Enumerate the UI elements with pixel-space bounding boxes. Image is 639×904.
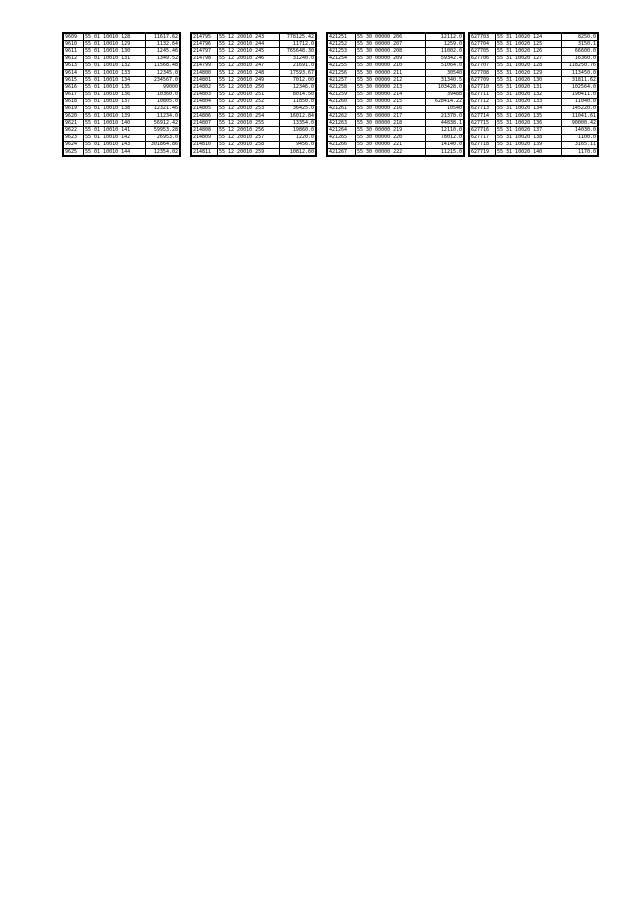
table-row: [192, 127, 316, 134]
table-row: [328, 127, 464, 134]
table-row: [328, 69, 464, 76]
row-amount-cell: 10812.60: [280, 149, 316, 156]
row-id-cell: 9620: [64, 113, 84, 120]
data-table: [469, 33, 598, 156]
row-amount-cell: 8014.50: [280, 91, 316, 98]
row-code-cell: 55 01 10010 142: [84, 134, 146, 141]
row-amount-cell: 90000.42: [562, 120, 598, 127]
table-row: [328, 55, 464, 62]
row-amount-cell: 12112.0: [426, 34, 464, 41]
row-amount-cell: 1220.0: [280, 134, 316, 141]
row-id-cell: 214795: [192, 34, 218, 41]
row-id-cell: 421257: [328, 77, 356, 84]
row-code-cell: 55 31 10020 125: [496, 41, 562, 48]
row-id-cell: 421265: [328, 134, 356, 141]
row-id-cell: 627713: [470, 105, 496, 112]
table-row: [470, 120, 598, 127]
row-code-cell: 55 01 10010 129: [84, 41, 146, 48]
table-row: [328, 62, 464, 69]
row-amount-cell: 9456.0: [280, 141, 316, 148]
row-amount-cell: 103428.0: [426, 84, 464, 91]
row-code-cell: 55 12 20010 255: [218, 120, 280, 127]
row-code-cell: 55 30 00000 219: [356, 127, 426, 134]
row-id-cell: 9619: [64, 105, 84, 112]
row-code-cell: 55 31 10020 126: [496, 48, 562, 55]
row-code-cell: 55 12 20010 249: [218, 77, 280, 84]
row-amount-cell: 36425.0: [280, 105, 316, 112]
row-amount-cell: 765648.30: [280, 48, 316, 55]
table-row: [470, 41, 598, 48]
row-amount-cell: 39488: [426, 91, 464, 98]
row-amount-cell: 12110.0: [426, 127, 464, 134]
row-amount-cell: 21370.0: [426, 113, 464, 120]
row-id-cell: 9613: [64, 62, 84, 69]
row-id-cell: 421252: [328, 41, 356, 48]
row-code-cell: 55 30 00000 206: [356, 34, 426, 41]
row-amount-cell: 16012.84: [280, 113, 316, 120]
row-id-cell: 421260: [328, 98, 356, 105]
row-amount-cell: 1100.0: [562, 134, 598, 141]
row-code-cell: 55 01 10010 136: [84, 91, 146, 98]
row-id-cell: 421264: [328, 127, 356, 134]
row-id-cell: 9616: [64, 84, 84, 91]
table-row: [328, 34, 464, 41]
row-id-cell: 421261: [328, 105, 356, 112]
row-amount-cell: 14030.0: [562, 127, 598, 134]
row-code-cell: 55 30 00000 214: [356, 91, 426, 98]
row-code-cell: 55 12 20010 243: [218, 34, 280, 41]
row-id-cell: 214800: [192, 69, 218, 76]
table-row: [192, 62, 316, 69]
row-code-cell: 55 30 00000 218: [356, 120, 426, 127]
table-row: [192, 141, 316, 148]
row-amount-cell: 16360.0: [562, 55, 598, 62]
table-row: [470, 55, 598, 62]
row-id-cell: 214804: [192, 98, 218, 105]
table-row: [64, 62, 180, 69]
table-row: [470, 98, 598, 105]
table-row: [192, 91, 316, 98]
row-amount-cell: 78012.0: [426, 134, 464, 141]
table-row: [64, 120, 180, 127]
row-code-cell: 55 01 10010 138: [84, 105, 146, 112]
row-id-cell: 627709: [470, 77, 496, 84]
row-code-cell: 55 30 00000 211: [356, 69, 426, 76]
row-code-cell: 55 12 20010 245: [218, 48, 280, 55]
row-code-cell: 55 31 10020 133: [496, 98, 562, 105]
row-id-cell: 9612: [64, 55, 84, 62]
row-amount-cell: 51064.0: [426, 62, 464, 69]
table-row: [64, 69, 180, 76]
row-id-cell: 214801: [192, 77, 218, 84]
table-row: [64, 34, 180, 41]
row-code-cell: 55 30 00000 217: [356, 113, 426, 120]
data-table: [327, 33, 464, 156]
row-code-cell: 55 12 20010 259: [218, 149, 280, 156]
row-id-cell: 421255: [328, 62, 356, 69]
table-row: [64, 105, 180, 112]
row-amount-cell: 145220.0: [562, 105, 598, 112]
table-row: [192, 113, 316, 120]
table-row: [64, 127, 180, 134]
row-code-cell: 55 12 20010 257: [218, 134, 280, 141]
row-code-cell: 55 31 10020 131: [496, 84, 562, 91]
row-id-cell: 627704: [470, 41, 496, 48]
row-id-cell: 9622: [64, 127, 84, 134]
row-amount-cell: 11617.62: [146, 34, 180, 41]
row-code-cell: 55 30 00000 208: [356, 48, 426, 55]
row-code-cell: 55 30 00000 215: [356, 98, 426, 105]
row-code-cell: 55 31 10020 129: [496, 69, 562, 76]
row-id-cell: 421267: [328, 149, 356, 156]
row-amount-cell: 17593.67: [280, 69, 316, 76]
row-id-cell: 421259: [328, 91, 356, 98]
table-row: [192, 134, 316, 141]
row-amount-cell: 3165.11: [562, 141, 598, 148]
row-code-cell: 55 12 20010 252: [218, 98, 280, 105]
row-id-cell: 214810: [192, 141, 218, 148]
table-column-2: [190, 32, 317, 157]
table-row: [470, 141, 598, 148]
table-row: [64, 113, 180, 120]
row-id-cell: 627705: [470, 48, 496, 55]
row-amount-cell: 628414.22: [426, 98, 464, 105]
row-id-cell: 421262: [328, 113, 356, 120]
row-amount-cell: 11850.0: [280, 98, 316, 105]
table-row: [328, 77, 464, 84]
row-code-cell: 55 31 10020 128: [496, 62, 562, 69]
row-amount-cell: 31811.62: [562, 77, 598, 84]
row-id-cell: 9609: [64, 34, 84, 41]
table-row: [470, 127, 598, 134]
row-amount-cell: 12346.0: [280, 84, 316, 91]
table-row: [192, 98, 316, 105]
row-amount-cell: 12345.0: [146, 69, 180, 76]
row-code-cell: 55 30 00000 212: [356, 77, 426, 84]
row-id-cell: 421256: [328, 69, 356, 76]
row-amount-cell: 21691.0: [280, 62, 316, 69]
table-row: [192, 120, 316, 127]
row-amount-cell: 19860.0: [280, 127, 316, 134]
table-row: [328, 113, 464, 120]
table-row: [64, 48, 180, 55]
row-code-cell: 55 31 10020 130: [496, 77, 562, 84]
row-amount-cell: 59953.28: [146, 127, 180, 134]
row-amount-cell: 30540: [426, 69, 464, 76]
row-id-cell: 421251: [328, 34, 356, 41]
row-code-cell: 55 01 10010 144: [84, 149, 146, 156]
row-amount-cell: 31340.5: [426, 77, 464, 84]
row-amount-cell: 1170.0: [562, 149, 598, 156]
row-code-cell: 55 30 00000 210: [356, 62, 426, 69]
row-id-cell: 214796: [192, 41, 218, 48]
row-code-cell: 55 12 20010 251: [218, 91, 280, 98]
table-row: [64, 77, 180, 84]
row-amount-cell: 8250.0: [562, 34, 598, 41]
table-row: [470, 105, 598, 112]
row-amount-cell: 102564.0: [562, 84, 598, 91]
row-code-cell: 55 30 00000 207: [356, 41, 426, 48]
row-id-cell: 214799: [192, 62, 218, 69]
row-amount-cell: 12321.46: [146, 105, 180, 112]
row-id-cell: 214802: [192, 84, 218, 91]
row-id-cell: 421258: [328, 84, 356, 91]
row-id-cell: 9615: [64, 77, 84, 84]
table-row: [328, 91, 464, 98]
row-amount-cell: 99000: [146, 84, 180, 91]
row-amount-cell: 56912.42: [146, 120, 180, 127]
table-row: [470, 62, 598, 69]
row-code-cell: 55 12 20010 250: [218, 84, 280, 91]
table-row: [64, 84, 180, 91]
table-row: [192, 149, 316, 156]
row-id-cell: 214797: [192, 48, 218, 55]
row-code-cell: 55 12 20010 246: [218, 55, 280, 62]
row-code-cell: 55 30 00000 216: [356, 105, 426, 112]
row-code-cell: 55 12 20010 244: [218, 41, 280, 48]
row-amount-cell: 11215.0: [426, 149, 464, 156]
row-id-cell: 9624: [64, 141, 84, 148]
table-row: [192, 48, 316, 55]
table-row: [470, 113, 598, 120]
table-row: [470, 91, 598, 98]
row-amount-cell: 113450.0: [562, 69, 598, 76]
table-row: [328, 84, 464, 91]
table-row: [192, 77, 316, 84]
row-id-cell: 421254: [328, 55, 356, 62]
row-id-cell: 421263: [328, 120, 356, 127]
table-row: [64, 91, 180, 98]
row-code-cell: 55 01 10010 134: [84, 77, 146, 84]
row-id-cell: 9617: [64, 91, 84, 98]
row-id-cell: 627717: [470, 134, 496, 141]
row-code-cell: 55 31 10020 140: [496, 149, 562, 156]
row-id-cell: 627714: [470, 113, 496, 120]
row-code-cell: 55 12 20010 253: [218, 105, 280, 112]
table-row: [328, 120, 464, 127]
row-amount-cell: 44838.1: [426, 120, 464, 127]
table-row: [470, 34, 598, 41]
row-amount-cell: 234567.0: [146, 77, 180, 84]
table-row: [328, 41, 464, 48]
row-amount-cell: 66600.0: [562, 48, 598, 55]
row-amount-cell: 1245.46: [146, 48, 180, 55]
row-id-cell: 421266: [328, 141, 356, 148]
row-code-cell: 55 31 10020 139: [496, 141, 562, 148]
row-amount-cell: 1259.0: [426, 41, 464, 48]
table-row: [470, 134, 598, 141]
row-amount-cell: 11040.0: [562, 98, 598, 105]
row-code-cell: 55 12 20010 248: [218, 69, 280, 76]
row-code-cell: 55 31 10020 134: [496, 105, 562, 112]
row-id-cell: 627708: [470, 69, 496, 76]
row-amount-cell: 13354.0: [280, 120, 316, 127]
table-row: [470, 77, 598, 84]
table-row: [64, 98, 180, 105]
table-row: [470, 48, 598, 55]
row-amount-cell: 10360.0: [146, 91, 180, 98]
row-id-cell: 214811: [192, 149, 218, 156]
table-row: [192, 69, 316, 76]
row-id-cell: 214809: [192, 134, 218, 141]
table-row: [328, 48, 464, 55]
row-id-cell: 627711: [470, 91, 496, 98]
row-code-cell: 55 12 20010 256: [218, 127, 280, 134]
row-amount-cell: 11712.0: [280, 41, 316, 48]
row-id-cell: 9623: [64, 134, 84, 141]
row-code-cell: 55 01 10010 132: [84, 62, 146, 69]
table-row: [328, 98, 464, 105]
table-row: [192, 105, 316, 112]
table-row: [64, 149, 180, 156]
row-id-cell: 214807: [192, 120, 218, 127]
row-code-cell: 55 01 10010 137: [84, 98, 146, 105]
row-id-cell: 214805: [192, 105, 218, 112]
table-row: [470, 149, 598, 156]
row-code-cell: 55 01 10010 140: [84, 120, 146, 127]
table-row: [328, 141, 464, 148]
row-code-cell: 55 30 00000 220: [356, 134, 426, 141]
row-id-cell: 9611: [64, 48, 84, 55]
table-row: [328, 105, 464, 112]
row-code-cell: 55 31 10020 135: [496, 113, 562, 120]
row-code-cell: 55 31 10020 132: [496, 91, 562, 98]
row-id-cell: 9614: [64, 69, 84, 76]
row-amount-cell: 12354.02: [146, 149, 180, 156]
row-id-cell: 627719: [470, 149, 496, 156]
row-id-cell: 627716: [470, 127, 496, 134]
row-code-cell: 55 01 10010 128: [84, 34, 146, 41]
row-amount-cell: 11234.0: [146, 113, 180, 120]
row-amount-cell: 11568.48: [146, 62, 180, 69]
row-amount-cell: 31240.0: [280, 55, 316, 62]
row-id-cell: 627715: [470, 120, 496, 127]
table-column-1: [62, 32, 181, 157]
table-row: [64, 55, 180, 62]
row-code-cell: 55 31 10020 124: [496, 34, 562, 41]
row-id-cell: 214806: [192, 113, 218, 120]
row-id-cell: 9610: [64, 41, 84, 48]
row-code-cell: 55 30 00000 221: [356, 141, 426, 148]
row-code-cell: 55 12 20010 247: [218, 62, 280, 69]
row-amount-cell: 14140.0: [426, 141, 464, 148]
row-code-cell: 55 12 20010 258: [218, 141, 280, 148]
table-row: [328, 149, 464, 156]
data-table: [191, 33, 316, 156]
row-amount-cell: 10805.0: [146, 98, 180, 105]
table-row: [64, 134, 180, 141]
row-code-cell: 55 01 10010 139: [84, 113, 146, 120]
row-amount-cell: 3150.1: [562, 41, 598, 48]
row-code-cell: 55 31 10020 127: [496, 55, 562, 62]
row-code-cell: 55 12 20010 254: [218, 113, 280, 120]
table-row: [470, 84, 598, 91]
row-amount-cell: 190411.0: [562, 91, 598, 98]
table-row: [192, 34, 316, 41]
row-amount-cell: 26953.0: [146, 134, 180, 141]
row-code-cell: 55 31 10020 136: [496, 120, 562, 127]
table-row: [64, 141, 180, 148]
row-code-cell: 55 01 10010 133: [84, 69, 146, 76]
row-id-cell: 9625: [64, 149, 84, 156]
table-row: [192, 55, 316, 62]
row-amount-cell: 301864.86: [146, 141, 180, 148]
row-id-cell: 9618: [64, 98, 84, 105]
row-id-cell: 627718: [470, 141, 496, 148]
row-amount-cell: 1132.64: [146, 41, 180, 48]
row-code-cell: 55 30 00000 222: [356, 149, 426, 156]
row-id-cell: 214803: [192, 91, 218, 98]
row-id-cell: 627703: [470, 34, 496, 41]
table-row: [328, 134, 464, 141]
row-code-cell: 55 01 10010 141: [84, 127, 146, 134]
row-amount-cell: 118250.76: [562, 62, 598, 69]
table-row: [192, 84, 316, 91]
row-code-cell: 55 01 10010 131: [84, 55, 146, 62]
row-id-cell: 627712: [470, 98, 496, 105]
row-amount-cell: 11002.0: [426, 48, 464, 55]
table-column-4: [468, 32, 599, 157]
table-column-3: [326, 32, 465, 157]
row-amount-cell: 778125.42: [280, 34, 316, 41]
row-code-cell: 55 31 10020 137: [496, 127, 562, 134]
row-id-cell: 421253: [328, 48, 356, 55]
row-code-cell: 55 01 10010 143: [84, 141, 146, 148]
row-id-cell: 214798: [192, 55, 218, 62]
row-code-cell: 55 01 10010 135: [84, 84, 146, 91]
row-amount-cell: 1349.52: [146, 55, 180, 62]
row-amount-cell: 10540: [426, 105, 464, 112]
row-code-cell: 55 31 10020 138: [496, 134, 562, 141]
row-amount-cell: 59342.4: [426, 55, 464, 62]
row-id-cell: 627710: [470, 84, 496, 91]
table-row: [64, 41, 180, 48]
row-code-cell: 55 30 00000 209: [356, 55, 426, 62]
row-amount-cell: 7012.00: [280, 77, 316, 84]
table-row: [192, 41, 316, 48]
data-table: [63, 33, 180, 156]
row-id-cell: 627706: [470, 55, 496, 62]
table-row: [470, 69, 598, 76]
row-code-cell: 55 01 10010 130: [84, 48, 146, 55]
row-id-cell: 627707: [470, 62, 496, 69]
row-id-cell: 9621: [64, 120, 84, 127]
row-id-cell: 214808: [192, 127, 218, 134]
row-code-cell: 55 30 00000 213: [356, 84, 426, 91]
row-amount-cell: 11041.61: [562, 113, 598, 120]
